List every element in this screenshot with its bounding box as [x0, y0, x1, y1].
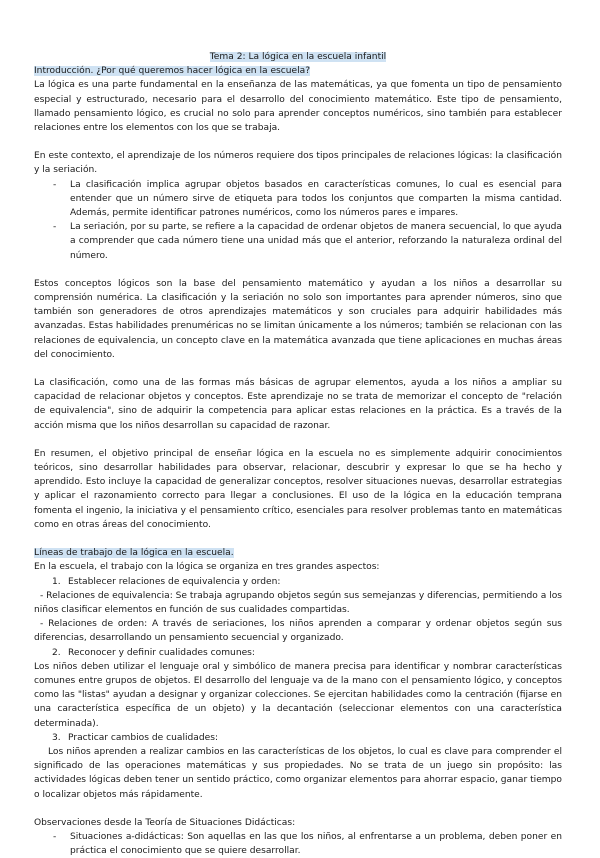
obs-heading: Observaciones desde la Teoría de Situaciones Didácticas: — [34, 817, 296, 828]
intro-paragraph-5: En resumen, el objetivo principal de enseñar lógica en la escuela no es simplemente adquirir conocimientos teóricos, sino desarrollar habilidades para observar, relacionar, descubrir y expresar lo que se ha hecho y aprendido. Esto incluye la capacidad de generalizar conceptos, resolver situaciones nuevas, desarrollar estrategias y aplicar el razonamiento correcto para llegar a conclusiones. El uso de la lógica en la educación temprana fomenta el ingenio, la iniciativa y el pensamiento crítico, esenciales para resolver problemas tanto en matemáticas como en otras áreas del conocimiento. — [34, 448, 562, 530]
list-item-seriacion: - La seriación, por su parte, se refiere a la capacidad de ordenar objetos de manera secuencial, lo que ayuda a comprender que cada número tiene una unidad más que el anterior, reforzando la naturaleza ordinal del número. — [34, 220, 562, 263]
document-page — [34, 50, 562, 858]
intro-paragraph-4: La clasificación, como una de las formas más básicas de agrupar elementos, ayuda a los niños a ampliar su capacidad de relacionar objetos y conceptos. Este aprendizaje no se trata de memorizar el concepto de "relación de equivalencia", sino de adquirir la competencia para aplicar estas relaciones en la práctica. Es a través de la acción misma que los niños desarrollan su capacidad de razonar. — [34, 378, 562, 431]
lineas-intro: En la escuela, el trabajo con la lógica se organiza en tres grandes aspectos: — [34, 562, 380, 573]
spacer — [34, 433, 562, 447]
document-title: Tema 2: La lógica en la escuela infantil — [209, 52, 387, 62]
numbered-item-3 — [34, 731, 562, 745]
list-item-clasificacion: - La clasificación implica agrupar objetos basados en características comunes, lo cual es esencial para entender que un número sirve de etiqueta para todos los conjuntos que comparten la misma cantidad. Además, permite identificar patrones numéricos, como los números pares e impares. — [34, 178, 562, 221]
spacer — [34, 263, 562, 277]
item-number: 2. — [52, 647, 61, 658]
spacer — [34, 362, 562, 376]
list-item-a-didacticas: - Situaciones a-didácticas: Son aquellas en las que los niños, al enfrentarse a un problema, deben poner en práctica el conocimiento que se quiere desarrollar. — [34, 830, 562, 858]
intro-heading-line — [34, 64, 562, 78]
lineas-heading: Líneas de trabajo de la lógica en la escuela. — [34, 548, 234, 559]
item3-text: Los niños aprenden a realizar cambios en las características de los objetos, lo cual es clave para comprender el significado de las operaciones matemáticas y sus propiedades. No se trata de un juego sin propósito: las actividades lógicas deben tener un sentido práctico, como organizar elementos para ahorrar espacio, ganar tiempo o localizar objetos más rápidamente. — [34, 746, 562, 800]
logic-relations-list — [34, 178, 562, 263]
item-number: 3. — [52, 732, 61, 743]
obs-list — [34, 830, 562, 858]
item-title: Establecer relaciones de equivalencia y orden: — [68, 576, 281, 587]
item1-sub-orden: - Relaciones de orden: A través de seriaciones, los niños aprenden a comparar y ordenar objetos según sus diferencias, desarrollando un pensamiento secuencial y organizado. — [34, 619, 562, 644]
numbered-item-1 — [34, 575, 562, 589]
item-title: Reconocer y definir cualidades comunes: — [68, 647, 255, 658]
intro-heading: Introducción. ¿Por qué queremos hacer lógica en la escuela? — [34, 66, 311, 77]
item-title: Practicar cambios de cualidades: — [68, 732, 219, 743]
intro-paragraph-3: Estos conceptos lógicos son la base del pensamiento matemático y ayudan a los niños a desarrollar su comprensión numérica. La clasificación y la seriación no solo son importantes para aprender números, sino que también son generadores de otros aprendizajes matemáticos y son cruciales para adquirir habilidades más avanzadas. Estas habilidades prenuméricas no se limitan únicamente a los números; también se relacionan con las relaciones de equivalencia, un concepto clave en la matemática avanzada que tiene aplicaciones en muchas áreas del conocimiento. — [34, 278, 562, 360]
spacer — [34, 532, 562, 546]
document-title-line — [34, 50, 562, 64]
item2-text: Los niños deben utilizar el lenguaje oral y simbólico de manera precisa para identificar y nombrar características comunes entre grupos de objetos. El desarrollo del lenguaje va de la mano con el pensamiento lógico, y conceptos como las "listas" ayudan a designar y organizar colecciones. Se ejercitan habilidades como la centración (fijarse en una característica específica de un objeto) y la decantación (seleccionar elementos con una característica determinada). — [34, 661, 562, 729]
item1-sub-equivalencia: - Relaciones de equivalencia: Se trabaja agrupando objetos según sus semejanzas y diferencias, permitiendo a los niños clasificar elementos en función de sus cualidades compartidas. — [34, 590, 562, 615]
spacer — [34, 802, 562, 816]
item-number: 1. — [52, 576, 61, 587]
lineas-heading-line — [34, 546, 562, 560]
spacer — [34, 135, 562, 149]
numbered-item-2 — [34, 646, 562, 660]
intro-paragraph-1: La lógica es una parte fundamental en la enseñanza de las matemáticas, ya que fomenta un tipo de pensamiento especial y estructurado, necesario para el desarrollo del conocimiento matemático. Este tipo de pensamiento, llamado pensamiento lógico, es crucial no solo para aprender conceptos numéricos, sino también para establecer relaciones entre los elementos con los que se trabaja. — [34, 80, 562, 134]
intro-paragraph-2: En este contexto, el aprendizaje de los números requiere dos tipos principales de relaciones lógicas: la clasificación y la seriación. — [34, 151, 562, 176]
